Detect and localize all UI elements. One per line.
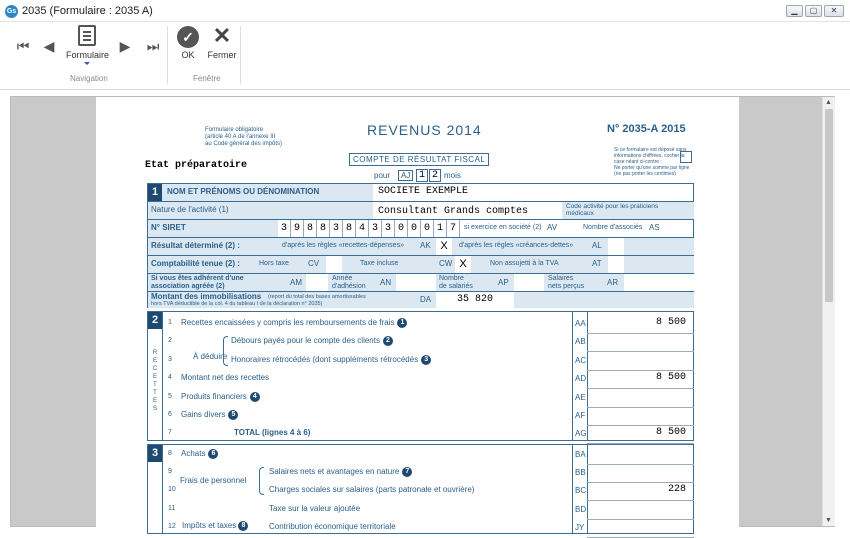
immo-label: Montant des immobilisations — [151, 292, 262, 301]
annee-adhesion-label: Année d'adhésion — [332, 275, 366, 290]
line-code: BD — [575, 504, 587, 514]
navigation-group-label: Navigation — [70, 74, 108, 83]
row-divider — [587, 351, 694, 352]
info-marker-icon: 7 — [402, 467, 412, 477]
line-number: 6 — [168, 411, 172, 418]
pour-label: pour — [374, 171, 391, 180]
minimize-button[interactable]: ▁ — [786, 5, 803, 17]
siret-digit[interactable]: 0 — [395, 220, 408, 237]
activite-label: Nature de l'activité (1) — [151, 205, 229, 214]
info-marker-icon: 6 — [208, 449, 218, 459]
row-divider — [587, 407, 694, 408]
next-record-icon[interactable]: ▶ — [119, 38, 131, 54]
da-field[interactable] — [436, 292, 514, 308]
aj-code: AJ — [398, 170, 413, 181]
cw-code: CW — [439, 259, 453, 268]
line-label: Gains divers 5 — [181, 410, 238, 420]
line-code: JY — [575, 522, 585, 532]
last-record-icon[interactable]: ⏭ — [146, 38, 160, 54]
row-divider — [587, 500, 694, 501]
vertical-letter: R — [152, 350, 158, 356]
siret-digits[interactable] — [278, 220, 460, 237]
nombre-salaries-label: Nombre de salariés — [439, 275, 473, 290]
am-field[interactable] — [306, 274, 328, 291]
line-number: 12 — [168, 522, 176, 530]
line-code: BB — [575, 468, 586, 478]
an-field[interactable] — [396, 274, 436, 291]
as-code: AS — [649, 223, 660, 232]
non-assujetti-label: Non assujetti à la TVA — [490, 260, 559, 267]
vertical-letter: S — [152, 406, 157, 412]
siret-digit[interactable]: 7 — [447, 220, 460, 237]
line-number: 10 — [168, 486, 176, 494]
vertical-letter: E — [152, 398, 157, 404]
line-number: 2 — [168, 337, 172, 345]
immo-note-2: hors TVA déductible de la col. 4 du tableau I de la déclaration n° 2035) — [151, 301, 323, 307]
frais-personnel-label: Frais de personnel — [180, 476, 247, 485]
hors-taxe-label: Hors taxe — [259, 260, 289, 267]
line-number: 8 — [168, 450, 172, 457]
column-divider — [162, 312, 163, 441]
compta-label: Comptabilité tenue (2) : — [151, 259, 240, 268]
row-divider — [587, 464, 694, 465]
vertical-letter: E — [152, 358, 157, 364]
neant-note: Si ce formulaire est déposé sans informations chiffrées, cocher la case néant ci-contre : Ne porter qu'une somme par ligne (ne pas porter les centimes) — [614, 147, 690, 177]
nom-label: NOM ET PRÉNOMS OU DÉNOMINATION — [167, 187, 320, 196]
row-divider — [587, 482, 694, 483]
close-x-icon[interactable]: ✕ — [212, 23, 232, 48]
row-divider — [587, 425, 694, 426]
siret-digit[interactable]: 4 — [356, 220, 369, 237]
immo-note: (report du total des bases amortissables — [268, 294, 366, 300]
row-divider — [587, 370, 694, 371]
resultat-label: Résultat déterminé (2) : — [151, 241, 240, 250]
mois-digit-1[interactable]: 1 — [416, 169, 428, 182]
neant-checkbox[interactable] — [680, 151, 692, 163]
ribbon-toolbar — [0, 22, 850, 90]
form-page — [96, 97, 739, 532]
fenetre-group-label: Fenêtre — [193, 74, 221, 83]
ar-code: AR — [607, 278, 619, 287]
fermer-button-label[interactable]: Fermer — [207, 50, 237, 60]
ok-button-label[interactable]: OK — [181, 50, 195, 60]
line-label: Charges sociales sur salaires (parts patronale et ouvrière) — [269, 485, 475, 495]
line-value-field[interactable]: 8 500 — [655, 427, 686, 439]
a-deduire-label: À déduire — [193, 352, 228, 361]
recettes-depenses-label: d'après les règles «recettes-dépenses» — [282, 242, 404, 249]
vertical-letter: T — [153, 390, 157, 396]
line-value-field[interactable]: 8 500 — [655, 372, 686, 384]
vertical-letter: E — [152, 374, 157, 380]
av-code: AV — [547, 223, 558, 232]
siret-digit[interactable]: 0 — [408, 220, 421, 237]
line-label: Honoraires rétrocédés (dont suppléments rétrocédés 3 — [231, 355, 431, 365]
recettes-vertical-label — [151, 349, 159, 413]
line-label: TOTAL (lignes 4 à 6) — [234, 428, 311, 438]
window-title: 2035 (Formulaire : 2035 A) — [22, 5, 153, 17]
line-code: AB — [575, 337, 586, 347]
info-marker-icon: 3 — [421, 355, 431, 365]
vertical-scrollbar[interactable] — [822, 97, 835, 526]
info-marker-icon: 4 — [250, 392, 260, 402]
line-label: Recettes encaissées y compris les remboursements de frais 1 — [181, 318, 407, 328]
an-code: AN — [380, 278, 392, 287]
line-value-field[interactable]: 228 — [667, 484, 686, 496]
line-label: Débours payés pour le compte des clients 2 — [231, 336, 393, 346]
info-marker-icon: 2 — [383, 336, 393, 346]
info-marker-icon: 1 — [397, 318, 407, 328]
da-value: 35 820 — [456, 294, 493, 305]
scroll-thumb[interactable] — [825, 109, 833, 302]
line-label: Contribution économique territoriale — [269, 521, 396, 531]
bracket — [223, 336, 228, 366]
siret-digit[interactable]: 1 — [434, 220, 447, 237]
column-divider — [162, 445, 163, 534]
group-separator — [240, 26, 241, 84]
group-separator — [167, 26, 168, 84]
scroll-up-icon[interactable]: ▲ — [825, 99, 832, 106]
activite-value[interactable]: Consultant Grands comptes — [378, 206, 529, 217]
line-label: Taxe sur la valeur ajoutée — [269, 503, 361, 513]
line-code: AD — [575, 374, 587, 384]
am-code: AM — [290, 278, 302, 287]
line-code: AC — [575, 355, 587, 365]
line-number: 11 — [168, 504, 176, 512]
close-window-button[interactable]: ✕ — [824, 5, 844, 17]
first-record-icon[interactable]: ⏮ — [16, 38, 30, 54]
maximize-button[interactable]: ▢ — [805, 5, 822, 17]
row-divider — [587, 519, 694, 520]
form-title: REVENUS 2014 — [367, 122, 482, 138]
formulaire-button-label[interactable]: Formulaire — [66, 50, 110, 60]
line-code: AA — [575, 319, 586, 328]
ar-field[interactable] — [624, 274, 694, 291]
adherent-label: Si vous êtes adhérent d'une association agréée (2) — [151, 275, 244, 290]
vertical-letter: C — [152, 366, 158, 372]
mois-label: mois — [444, 171, 461, 180]
etat-preparatoire: Etat préparatoire — [145, 160, 248, 171]
line-number: 7 — [168, 429, 172, 437]
line-code: AG — [575, 429, 587, 439]
line-label: Achats 6 — [181, 449, 218, 459]
line-code: AE — [575, 392, 586, 402]
cw-checkbox[interactable]: X — [455, 256, 471, 273]
bracket — [259, 467, 264, 495]
line-value-field[interactable]: 8 500 — [655, 317, 686, 328]
line-label: Salaires nets et avantages en nature 7 — [269, 467, 412, 477]
salaires-nets-label: Salaires nets perçus — [548, 275, 585, 290]
si-exercice-label: si exercice en société (2) — [464, 224, 542, 231]
scroll-down-icon[interactable]: ▼ — [825, 517, 832, 524]
title-bar — [0, 0, 850, 22]
siret-digit[interactable]: 3 — [278, 220, 291, 237]
formulaire-icon[interactable] — [78, 25, 96, 46]
line-number: 4 — [168, 374, 172, 382]
ap-field[interactable] — [514, 274, 544, 291]
mois-digit-2[interactable]: 2 — [429, 169, 441, 182]
siret-label: N° SIRET — [151, 223, 186, 232]
ap-code: AP — [498, 278, 509, 287]
siret-digit[interactable]: 3 — [369, 220, 382, 237]
at-checkbox[interactable] — [608, 256, 624, 273]
previous-record-icon[interactable]: ◀ — [43, 38, 55, 54]
siret-digit[interactable]: 0 — [421, 220, 434, 237]
ak-code: AK — [420, 241, 431, 250]
section-1-number: 1 — [148, 184, 162, 201]
cv-code: CV — [308, 259, 320, 268]
siret-digit[interactable]: 3 — [330, 220, 343, 237]
siret-digit[interactable]: 8 — [343, 220, 356, 237]
section-2-number: 2 — [148, 312, 162, 329]
creances-dettes-label: d'après les règles «créances-dettes» — [459, 242, 574, 249]
ok-check-icon[interactable]: ✓ — [177, 26, 199, 48]
document-viewer[interactable] — [10, 96, 835, 532]
line-code: AF — [575, 411, 586, 420]
vertical-letter: T — [153, 382, 157, 388]
app-logo-icon: Gs — [5, 5, 18, 18]
row-divider — [587, 333, 694, 334]
column-divider — [572, 445, 573, 534]
form-number: N° 2035-A 2015 — [607, 123, 686, 135]
column-divider — [572, 312, 573, 441]
siret-digit[interactable]: 8 — [304, 220, 317, 237]
nb-associes-label: Nombre d'associés — [583, 224, 643, 231]
formulaire-obligatoire: Formulaire obligatoire (article 40 A de l'annexe III au Code général des impôts) — [205, 127, 283, 147]
at-code: AT — [592, 259, 602, 268]
row-divider — [587, 388, 694, 389]
impots-taxes-label: Impôts et taxes 8 — [182, 521, 248, 531]
siret-digit[interactable]: 9 — [291, 220, 304, 237]
siret-digit[interactable]: 8 — [317, 220, 330, 237]
line-code: BC — [575, 486, 587, 496]
nom-value[interactable]: SOCIETE EXEMPLE — [378, 186, 469, 197]
al-code: AL — [592, 241, 602, 250]
da-code: DA — [420, 295, 432, 304]
code-activite-label: Code activité pour les praticiens médicaux — [566, 203, 659, 217]
line-label: Produits financiers 4 — [181, 392, 260, 402]
form-subtitle: COMPTE DE RÉSULTAT FISCAL — [349, 153, 489, 166]
column-divider — [587, 445, 588, 534]
cv-checkbox[interactable] — [326, 256, 342, 273]
info-marker-icon: 5 — [228, 410, 238, 420]
line-code: BA — [575, 450, 586, 459]
section-3-number: 3 — [148, 445, 162, 462]
al-checkbox[interactable] — [608, 238, 624, 255]
column-divider — [587, 312, 588, 441]
taxe-incluse-label: Taxe incluse — [360, 260, 399, 267]
line-number: 1 — [168, 319, 172, 326]
chevron-down-icon[interactable] — [84, 62, 90, 65]
ak-checkbox[interactable]: X — [436, 238, 452, 255]
line-number: 5 — [168, 392, 172, 400]
line-number: 3 — [168, 355, 172, 363]
siret-digit[interactable]: 3 — [382, 220, 395, 237]
line-number: 9 — [168, 468, 172, 476]
line-label: Montant net des recettes — [181, 373, 270, 383]
